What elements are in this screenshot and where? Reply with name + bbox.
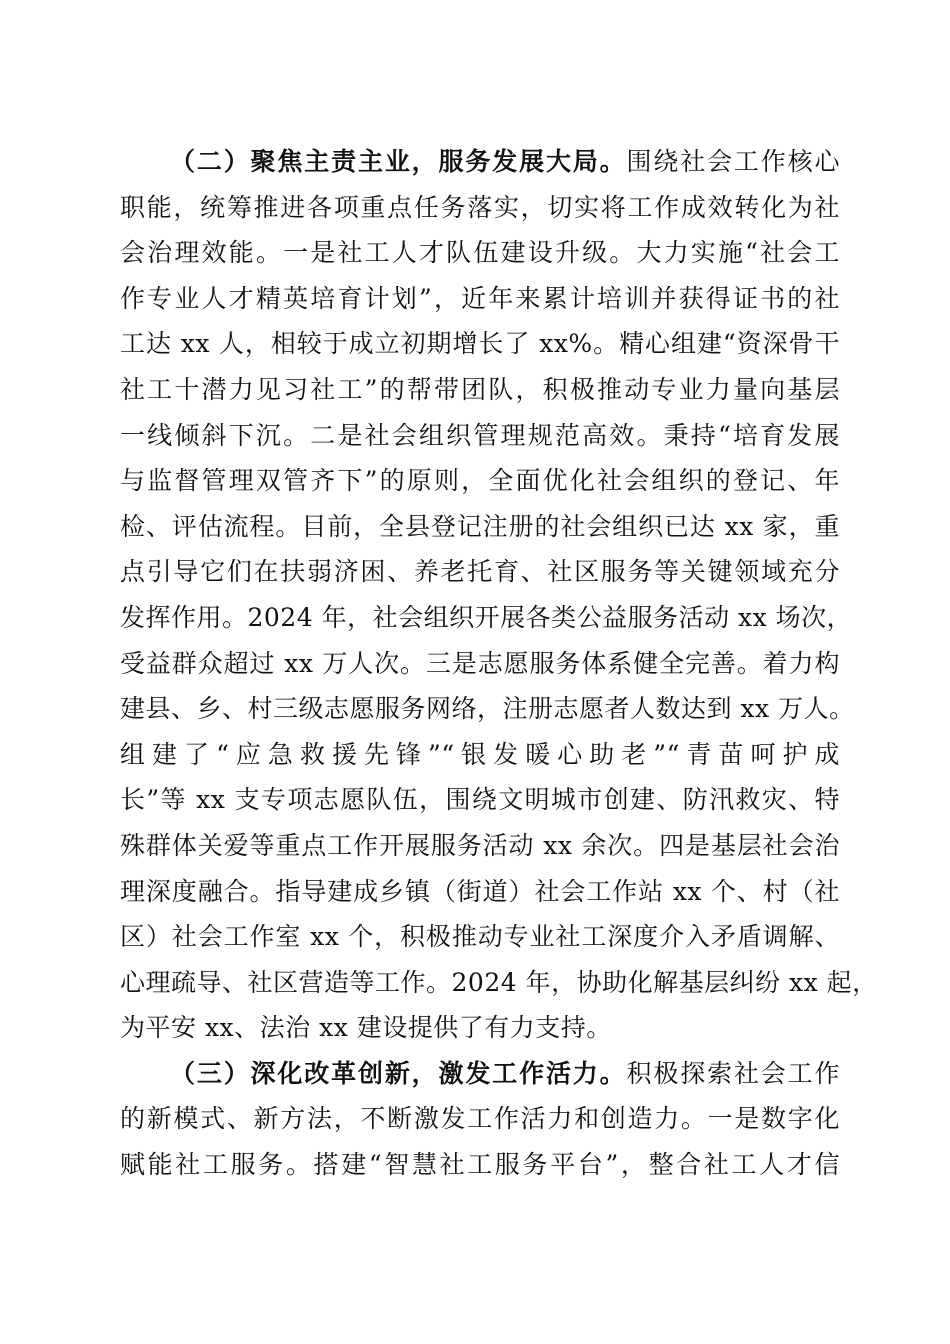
text-line: 理深度融合。指导建成乡镇（街道）社会工作站 xx 个、村（社 — [120, 876, 840, 906]
text-line: 作专业人才精英培育计划”，近年来累计培训并获得证书的社 — [120, 283, 840, 313]
text-line — [120, 139, 840, 185]
text-line: 检、评估流程。目前，全县登记注册的社会组织已达 xx 家，重 — [120, 511, 840, 541]
text-line: 与监督管理双管齐下”的原则，全面优化社会组织的登记、年 — [120, 466, 840, 496]
text-line: 职能，统筹推进各项重点任务落实，切实将工作成效转化为社 — [120, 192, 840, 222]
text-line — [120, 1051, 840, 1097]
text-line: 赋能社工服务。搭建“智慧社工服务平台”，整合社工人才信 — [120, 1150, 840, 1180]
text-line: 会治理效能。一是社工人才队伍建设升级。大力实施“社会工 — [120, 238, 840, 268]
text-span: 围绕社会工作核心 — [626, 147, 840, 176]
text-line: 点引导它们在扶弱济困、养老托育、社区服务等关键领域充分 — [120, 557, 840, 587]
text-line: 的新模式、新方法，不断激发工作活力和创造力。一是数字化 — [120, 1104, 840, 1134]
text-line: 为平安 xx、法治 xx 建设提供了有力支持。 — [120, 1013, 612, 1043]
text-line: 殊群体关爱等重点工作开展服务活动 xx 余次。四是基层社会治 — [120, 830, 840, 860]
text-line: 心理疏导、社区营造等工作。2024 年，协助化解基层纠纷 xx 起， — [120, 967, 878, 997]
paragraph-section-2 — [120, 139, 878, 1051]
text-line: 发挥作用。2024 年，社会组织开展各类公益服务活动 xx 场次， — [120, 602, 853, 632]
text-line: 长”等 xx 支专项志愿队伍，围绕文明城市创建、防汛救灾、特 — [120, 785, 840, 815]
text-line: 组建了“应急救援先锋”“银发暖心助老”“青苗呵护成 — [120, 739, 840, 769]
text-line: 受益群众超过 xx 万人次。三是志愿服务体系健全完善。着力构 — [120, 648, 840, 678]
text-span: 积极探索社会工作 — [626, 1058, 840, 1088]
text-line: 建县、乡、村三级志愿服务网络，注册志愿者人数达到 xx 万人。 — [120, 694, 855, 724]
text-line: 社工十潜力见习社工”的帮带团队，积极推动专业力量向基层 — [120, 374, 840, 404]
text-line: 一线倾斜下沉。二是社会组织管理规范高效。秉持“培育发展 — [120, 420, 840, 450]
document-body — [120, 139, 878, 1188]
section-heading: （三）深化改革创新，激发工作活力。 — [170, 1058, 627, 1088]
paragraph-section-3 — [120, 1051, 840, 1188]
section-heading: （二）聚焦主责主业，服务发展大局。 — [170, 147, 627, 176]
text-line: 工达 xx 人，相较于成立初期增长了 xx%。精心组建“资深骨干 — [120, 329, 840, 359]
text-line: 区）社会工作室 xx 个，积极推动专业社工深度介入矛盾调解、 — [120, 922, 840, 952]
